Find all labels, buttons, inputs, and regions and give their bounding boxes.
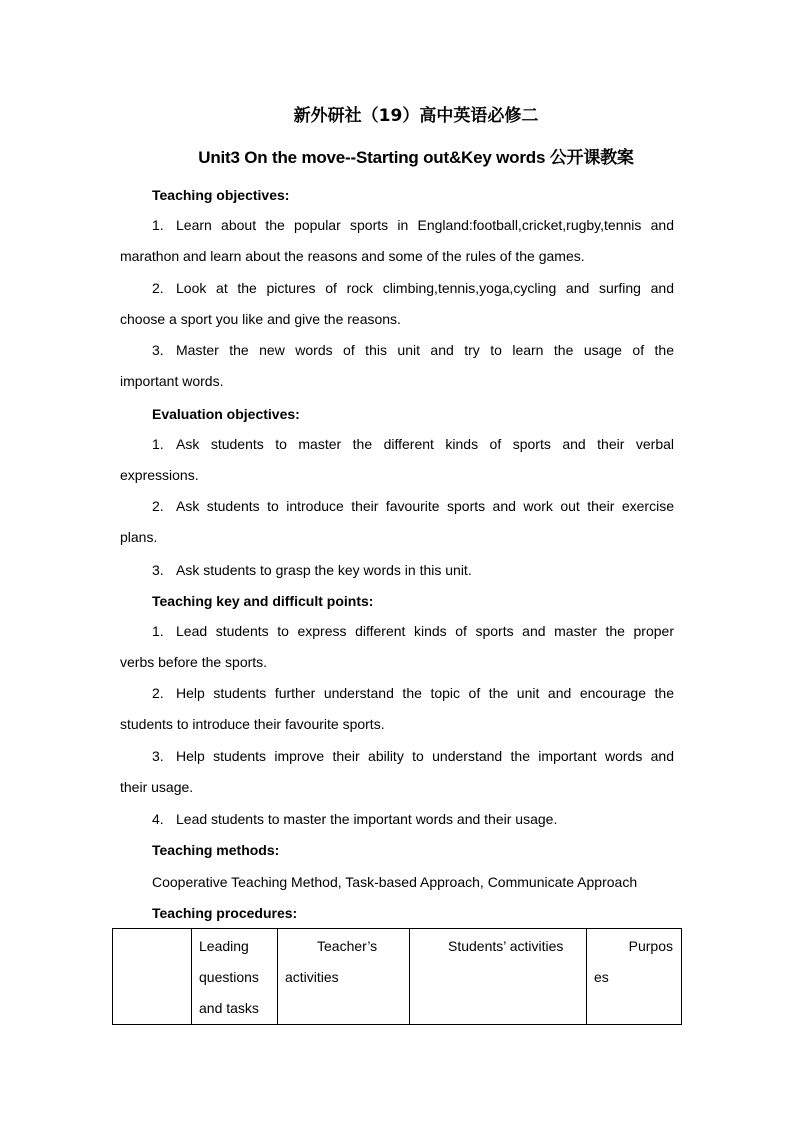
teaching-methods-text: Cooperative Teaching Method, Task-based Approach, Communicate Approach bbox=[152, 874, 638, 890]
teaching-objective-item-3 bbox=[120, 335, 674, 397]
item-number: 1. bbox=[152, 436, 164, 452]
header-line: Teacher’s bbox=[317, 938, 378, 954]
key-points-heading: Teaching key and difficult points: bbox=[152, 593, 374, 609]
header-line: activities bbox=[285, 969, 339, 985]
evaluation-objective-item-2 bbox=[120, 491, 674, 553]
key-point-item-4 bbox=[152, 809, 557, 829]
item-number: 4. bbox=[152, 811, 164, 827]
header-line: Leading bbox=[199, 938, 249, 954]
item-number: 3. bbox=[152, 562, 164, 578]
item-text-line2: choose a sport you like and give the reasons. bbox=[120, 311, 401, 327]
item-text-line2: students to introduce their favourite sports. bbox=[120, 716, 385, 732]
item-text-line1: Master the new words of this unit and try to learn the usage of the bbox=[176, 342, 674, 358]
item-number: 3. bbox=[152, 748, 164, 764]
item-text-line1: Ask students to grasp the key words in this unit. bbox=[176, 562, 472, 578]
teaching-procedures-heading: Teaching procedures: bbox=[152, 905, 298, 921]
table-header-blank bbox=[113, 929, 192, 1025]
item-text-line2: important words. bbox=[120, 373, 224, 389]
header-line: and tasks bbox=[199, 1000, 259, 1016]
teaching-methods-heading: Teaching methods: bbox=[152, 842, 280, 858]
item-text-line1: Help students improve their ability to understand the important words and bbox=[176, 748, 674, 764]
key-point-item-1 bbox=[120, 616, 674, 678]
header-line: Purpos bbox=[628, 938, 673, 954]
item-text-line2: plans. bbox=[120, 529, 158, 545]
teaching-procedures-table bbox=[112, 928, 682, 1025]
item-text-line2: their usage. bbox=[120, 779, 194, 795]
teaching-objective-item-1 bbox=[120, 210, 674, 272]
table-header-row bbox=[113, 929, 682, 1025]
item-text-line1: Ask students to master the different kinds of sports and their verbal bbox=[176, 436, 674, 452]
item-text-line1: Help students further understand the topic of the unit and encourage the bbox=[176, 685, 674, 701]
table-header-leading-questions bbox=[192, 929, 278, 1025]
item-text-line2: verbs before the sports. bbox=[120, 654, 268, 670]
teaching-objectives-heading: Teaching objectives: bbox=[152, 187, 290, 203]
item-number: 2. bbox=[152, 685, 164, 701]
evaluation-objectives-heading: Evaluation objectives: bbox=[152, 406, 300, 422]
item-text-line1: Learn about the popular sports in England:football,cricket,rugby,tennis and bbox=[176, 217, 674, 233]
item-text-line2: marathon and learn about the reasons and some of the rules of the games. bbox=[120, 248, 585, 264]
evaluation-objective-item-3 bbox=[152, 560, 472, 580]
item-number: 2. bbox=[152, 498, 164, 514]
item-number: 2. bbox=[152, 280, 164, 296]
item-number: 1. bbox=[152, 623, 164, 639]
evaluation-objective-item-1 bbox=[120, 429, 674, 491]
item-text-line1: Lead students to master the important words and their usage. bbox=[176, 811, 558, 827]
key-point-item-2 bbox=[120, 678, 674, 740]
header-line: es bbox=[594, 969, 609, 985]
table-header-teacher-activities bbox=[278, 929, 410, 1025]
item-number: 1. bbox=[152, 217, 164, 233]
key-point-item-3 bbox=[120, 741, 674, 803]
document-title-chinese: 新外研社（19）高中英语必修二 bbox=[293, 106, 539, 126]
item-text-line1: Lead students to express different kinds of sports and master the proper bbox=[176, 623, 674, 639]
header-line: questions bbox=[199, 969, 259, 985]
table-header-purposes bbox=[587, 929, 682, 1025]
item-text-line1: Ask students to introduce their favourite sports and work out their exercise bbox=[176, 498, 674, 514]
document-title-english: Unit3 On the move--Starting out&Key words 公开课教案 bbox=[198, 148, 634, 167]
teaching-objective-item-2 bbox=[120, 273, 674, 335]
item-text-line2: expressions. bbox=[120, 467, 199, 483]
item-number: 3. bbox=[152, 342, 164, 358]
header-line: Students’ activities bbox=[448, 938, 564, 954]
table-header-students-activities bbox=[410, 929, 587, 1025]
item-text-line1: Look at the pictures of rock climbing,tennis,yoga,cycling and surfing and bbox=[176, 280, 674, 296]
